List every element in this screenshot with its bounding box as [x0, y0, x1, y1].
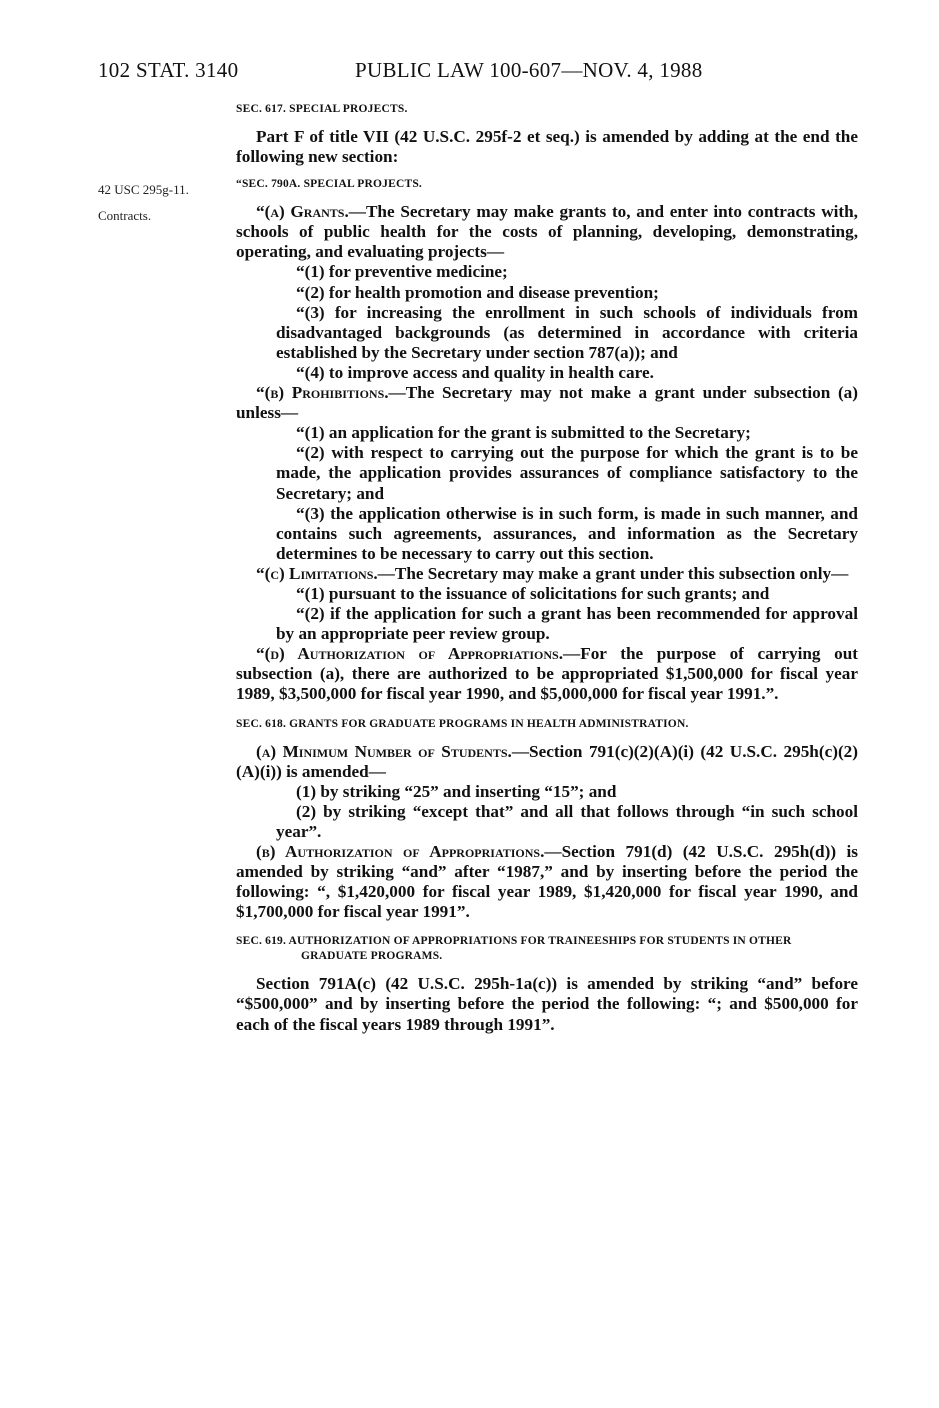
- subsection-d-appropriations: [236, 644, 858, 704]
- sec-619-heading: SEC. 619. AUTHORIZATION OF APPROPRIATIONS FOR TRAINEESHIPS FOR STUDENTS IN OTHER GRADUATE PROGRAMS.: [236, 935, 792, 963]
- sec-618-paragraph-2: (2) by striking “except that” and all that follows through “in such school year”.: [276, 801, 858, 841]
- margin-note-usc: 42 USC 295g-11.: [98, 182, 189, 197]
- sec-618-a-text: —Section 791(c)(2)(A)(i) (42 U.S.C. 295h(c)(2)(A)(i)) is amended—: [236, 741, 858, 781]
- sec-790a-heading: “SEC. 790A. SPECIAL PROJECTS.: [236, 178, 423, 191]
- subsection-c-label: “(c) Limitations.: [256, 563, 378, 583]
- subsection-c-limitations: [236, 564, 858, 584]
- sec-618-subsection-b: [236, 842, 858, 922]
- page-header: [98, 58, 858, 88]
- subsection-d-label: “(d) Authorization of Appropriations.: [256, 644, 564, 664]
- subsection-a-grants: [236, 202, 858, 262]
- subsection-d-text: —For the purpose of carrying out subsection (a), there are authorized to be appropriated $1,500,000 for fiscal year 1989, $3,500,000 for fiscal year 1990, and $5,000,000 for fiscal year 1991.”.: [236, 644, 859, 704]
- sec-618-b-text: —Section 791(d) (42 U.S.C. 295h(d)) is amended by striking “and” after “1987,” and by inserting before the period the following: “, $1,420,000 for fiscal year 1989, $1,420,000 for fiscal year 1990, and $1,700,000 for fiscal year 1991”.: [236, 842, 858, 922]
- subsection-b-prohibitions: [236, 383, 858, 423]
- statute-page-number: 102 STAT. 3140: [98, 58, 239, 82]
- sec-617-heading: SEC. 617. SPECIAL PROJECTS.: [236, 103, 408, 115]
- subsection-a-label: “(a) Grants.: [256, 202, 349, 222]
- sec-618-subsection-a: [236, 742, 858, 782]
- subsection-b-text: —The Secretary may not make a grant under subsection (a) unless—: [236, 383, 858, 423]
- paragraph-a3: “(3) for increasing the enrollment in such schools of individuals from disadvantaged backgrounds (as determined in accordance with criteria established by the Secretary under section 787(a)); and: [276, 302, 858, 362]
- subsection-c-text: —The Secretary may make a grant under this subsection only—: [377, 563, 849, 583]
- subsection-b-label: “(b) Prohibitions.: [256, 383, 389, 403]
- paragraph-c1: “(1) pursuant to the issuance of solicitations for such grants; and: [296, 583, 770, 603]
- paragraph-b2: “(2) with respect to carrying out the purpose for which the grant is to be made, the application provides assurances of compliance satisfactory to the Secretary; and: [276, 443, 858, 503]
- document-body: [236, 102, 858, 1035]
- sec-617-intro: Part F of title VII (42 U.S.C. 295f-2 et seq.) is amended by adding at the end the following new section:: [236, 127, 858, 167]
- paragraph-b3: “(3) the application otherwise is in such form, is made in such manner, and contains such agreements, assurances, and information as the Secretary determines to be necessary to carry out this section.: [276, 503, 858, 563]
- sec-618-heading: SEC. 618. GRANTS FOR GRADUATE PROGRAMS IN HEALTH ADMINISTRATION.: [236, 717, 689, 730]
- sec-618-b-label: (b) Authorization of Appropriations.: [256, 842, 545, 861]
- paragraph-a4: “(4) to improve access and quality in health care.: [296, 362, 654, 382]
- margin-note-contracts: Contracts.: [98, 208, 152, 223]
- public-law-title: PUBLIC LAW 100-607—NOV. 4, 1988: [355, 58, 703, 82]
- paragraph-a1: “(1) for preventive medicine;: [296, 262, 508, 282]
- sec-618-paragraph-1: (1) by striking “25” and inserting “15”; and: [296, 781, 617, 801]
- sec-618-a-label: (a) Minimum Number of Students.: [256, 741, 512, 761]
- paragraph-a2: “(2) for health promotion and disease prevention;: [296, 282, 659, 302]
- paragraph-c2: “(2) if the application for such a grant has been recommended for approval by an appropriate peer review group.: [276, 604, 858, 644]
- subsection-a-text: —The Secretary may make grants to, and enter into contracts with, schools of public health for the costs of planning, developing, demonstrating, operating, and evaluating projects—: [236, 202, 858, 262]
- sec-619-text: Section 791A(c) (42 U.S.C. 295h-1a(c)) is amended by striking “and” before “$500,000” and by inserting before the period the following: “; and $500,000 for each of the fiscal years 1989 through 1991”.: [236, 974, 858, 1034]
- paragraph-b1: “(1) an application for the grant is submitted to the Secretary;: [296, 423, 751, 443]
